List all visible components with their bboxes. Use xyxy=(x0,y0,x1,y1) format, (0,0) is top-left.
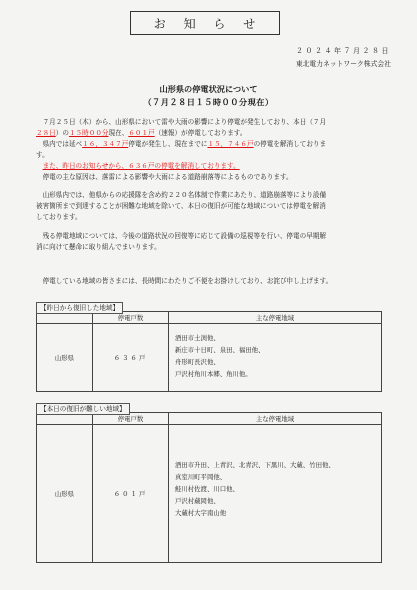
company-name: 東北電力ネットワーク株式会社 xyxy=(295,60,391,68)
table-row xyxy=(37,425,382,563)
area-line: 大蔵村大字南山他 xyxy=(175,509,227,517)
p1-line1: ７月２５日（木）から、山形県において雷や大雨の影響により停電が発生しており、本日（７月 xyxy=(42,118,327,126)
p4-line1: 停電している地域の皆さまには、長時間にわたりご不便をお掛けしており、お詫び申し上げます。 xyxy=(42,277,333,285)
area-line: 戸沢村蔵岡他、 xyxy=(175,497,220,505)
prefecture-cell: 山形県 xyxy=(37,425,93,563)
paragraph-apology xyxy=(36,276,391,287)
p2-line2: 被害箇所まで到達することが困難な地域を除いて、本日の復旧が可能な地域については停電を解消 xyxy=(36,202,326,210)
area-line: 酒田市升田、上青沢、北青沢、下黒川、大蔵、竹田他、 xyxy=(175,461,335,469)
unrestored-areas-table xyxy=(36,412,382,563)
p1-line4: す。 xyxy=(36,151,49,159)
p3-line2: 消に向けて懸命に取り組んでまいります。 xyxy=(36,243,161,251)
p1-line2: ２８日）の１５時００分現在、６０１戸（速報）が停電しております。 xyxy=(36,129,247,137)
p1-line5: また、昨日のお知らせから、６３６戸の停電を解消しております。 xyxy=(42,162,240,170)
headline-subtitle: （７月２８日１５時００分現在） xyxy=(143,97,274,107)
area-line: 酒田市土渕他、 xyxy=(175,334,220,342)
count-cell: ６３６戸 xyxy=(93,324,169,392)
area-line: 舟形町長沢他、 xyxy=(175,358,220,366)
areas-cell xyxy=(169,425,382,563)
p1-line6: 停電の主な原因は、落雷による影響や大雨による道路崩落等によるものであります。 xyxy=(42,173,293,181)
publish-date: ２０２４年７月２８日 xyxy=(296,47,391,55)
section-restored-label: 【昨日から復旧した地域】 xyxy=(36,302,123,314)
table-row xyxy=(37,324,382,392)
notice-title-box xyxy=(130,11,280,35)
area-line: 真室川町平岡他、 xyxy=(175,473,227,481)
area-line: 鮭川村佐渡、川口他、 xyxy=(175,485,239,493)
header-count: 停電戸数 xyxy=(93,312,169,324)
area-line: 新庄市十日町、泉田、福田他、 xyxy=(175,346,265,354)
paragraph-remaining xyxy=(36,231,391,253)
p2-line1: 山形県内では、他県からの応援隊を含め約２２０名体制で作業にあたり、道路崩落等により設備 xyxy=(42,191,327,199)
header-count: 停電戸数 xyxy=(93,413,169,425)
count-cell: ６０１戸 xyxy=(93,425,169,563)
section-unrestored-label: 【本日の復旧が難しい地域】 xyxy=(36,403,130,415)
notice-title: お 知 ら せ xyxy=(153,16,263,31)
paragraph-work xyxy=(36,190,391,223)
p1-line3: 県内では延べ１６，３４７戸停電が発生し、現在までに１５，７４６戸の停電を解消しておりま xyxy=(42,140,327,148)
p3-line1: 残る停電地域については、今後の道路状況の回復等に応じて設備の巡視等を行い、停電の早期解 xyxy=(42,232,326,240)
p2-line3: しております。 xyxy=(36,213,82,221)
area-line: 戸沢村角川本郷、角川他。 xyxy=(175,370,252,378)
header-area: 主な停電地域 xyxy=(169,312,382,324)
headline-title: 山形県の停電状況について xyxy=(159,84,258,94)
restored-areas-table xyxy=(36,311,382,392)
paragraph-status xyxy=(36,117,391,183)
prefecture-cell: 山形県 xyxy=(37,324,93,392)
areas-cell xyxy=(169,324,382,392)
header-area: 主な停電地域 xyxy=(169,413,382,425)
